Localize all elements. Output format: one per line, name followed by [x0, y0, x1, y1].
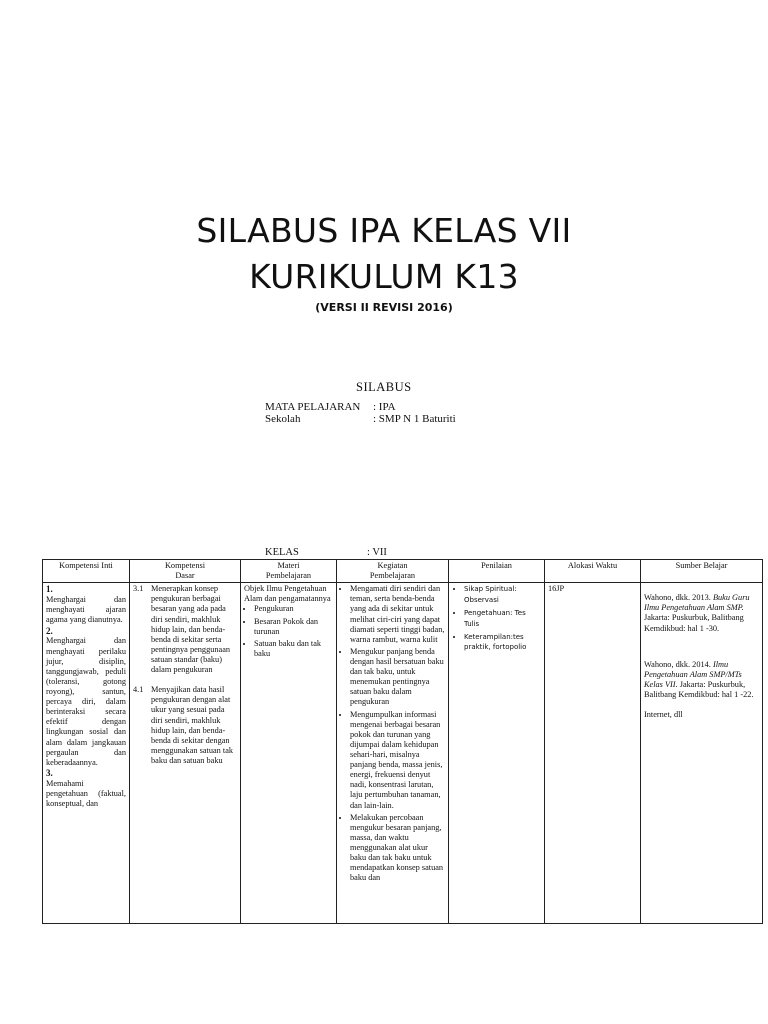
list-item: • Mengamati diri sendiri dan teman, serta benda-benda yang ada di sekitar untuk melihat ciri-ciri yang dapat diamati seperti tinggi badan, warna rambut, warna kulit: [350, 584, 445, 645]
school-row: [265, 413, 456, 425]
list-item: • Pengukuran: [254, 604, 333, 614]
source-2-rest: Jakarta: Puskurbuk, Balitbang Kemdikbud: hal 1 -22.: [644, 679, 754, 699]
materi-list: [244, 604, 333, 659]
source-2-title: Ilmu Pengetahuan Alam SMP/MTs Kelas VII.: [644, 659, 742, 689]
header-penilaian: Penilaian: [449, 560, 545, 583]
cell-alokasi: [545, 583, 641, 924]
cell-kompetensi-inti: [43, 583, 130, 924]
source-1-title: Buku Guru Ilmu Pengetahuan Alam SMP.: [644, 593, 750, 613]
source-1: [644, 593, 759, 633]
header-kegiatan-line1: Kegiatan: [377, 561, 408, 570]
header-kd-line1: Kompetensi: [164, 561, 206, 570]
header-alokasi: Alokasi Waktu: [545, 560, 641, 583]
syllabus-table: [42, 559, 763, 924]
header-sumber: Sumber Belajar: [641, 560, 763, 583]
list-item: • Keterampilan:tes praktik, fortopolio: [464, 632, 541, 654]
header-kegiatan: [337, 560, 449, 583]
school-value: : SMP N 1 Baturiti: [373, 413, 456, 425]
header-materi-line1: Materi: [277, 561, 300, 570]
source-1-rest: Jakarta: Puskurbuk, Balitbang Kemdikbud: hal 1 -30.: [644, 613, 744, 633]
page-title-line-1: SILABUS IPA KELAS VII: [196, 211, 572, 250]
subject-label: MATA PELAJARAN: [265, 401, 361, 413]
kd-number: 4.1: [133, 685, 144, 695]
list-item: • Sikap Spiritual: Observasi: [464, 584, 541, 606]
header-kd-line2: Dasar: [175, 571, 195, 581]
ki-text-3: Memahami pengetahuan (faktual, konseptual, dan: [46, 778, 126, 809]
list-item: • Besaran Pokok dan turunan: [254, 617, 333, 637]
ki-text-2: Menghargai dan menghayati perilaku jujur, disiplin, tanggungjawab, peduli (toleransi, gotong royong), santun, percaya diri, dalam berinteraksi secara efektif dengan lingkungan sosial dan alam dalam jangkauan pergaulan dan keberadaannya.: [46, 636, 126, 767]
school-label: Sekolah: [265, 413, 301, 425]
kegiatan-list: [340, 584, 445, 883]
ki-number-1: 1.: [46, 584, 53, 595]
cell-kompetensi-dasar: [130, 583, 241, 924]
header-materi-line2: Pembelajaran: [265, 571, 312, 581]
source-1-author: Wahono, dkk. 2013.: [644, 593, 711, 603]
cell-penilaian: [449, 583, 545, 924]
source-3: Internet, dll: [644, 710, 683, 720]
class-value: : VII: [367, 547, 387, 558]
alokasi-value: 16JP: [548, 584, 565, 594]
page-title-line-2: KURIKULUM K13: [249, 257, 519, 296]
list-item: • Mengukur panjang benda dengan hasil bersatuan baku dan tak baku, untuk menemukan pentingnya satuan baku dalam pengukuran: [350, 647, 445, 708]
kd-text: Menyajikan data hasil pengukuran dengan alat ukur yang sesuai pada diri sendiri, makhluk hidup lain, dan benda-benda di sekitar dengan menggunakan satuan tak baku dan satuan baku: [151, 685, 234, 765]
list-item: • Mengumpulkan informasi mengenai berbagai besaran pokok dan turunan yang dijumpai dalam kehidupan sehari-hari, misalnya panjang benda, massa jenis, energi, frekuensi denyut nadi, konsentrasi larutan, laju pertumbuhan tanaman, dan lain-lain.: [350, 710, 445, 811]
cell-kegiatan: [337, 583, 449, 924]
kd-item: [133, 685, 237, 766]
header-kompetensi-dasar: [130, 560, 241, 583]
kd-number: 3.1: [133, 584, 144, 594]
list-item: • Melakukan percobaan mengukur besaran panjang, massa, dan waktu menggunakan alat ukur baku dan tak baku untuk mendapatkan konsep satuan baku dan: [350, 813, 445, 884]
source-2-author: Wahono, dkk. 2014.: [644, 659, 711, 669]
cell-sumber: [641, 583, 763, 924]
header-materi: [241, 560, 337, 583]
class-row: [265, 547, 387, 558]
subject-row: [265, 401, 396, 413]
kd-text: Menerapkan konsep pengukuran berbagai besaran yang ada pada diri sendiri, makhluk hidup lain, dan benda-benda di sekitar serta pentingnya penggunaan satuan standar (baku) dalam pengukuran: [151, 584, 231, 675]
materi-intro: Objek Ilmu Pengetahuan Alam dan pengamatannya: [244, 584, 331, 604]
cell-materi: [241, 583, 337, 924]
silabus-heading: SILABUS: [356, 380, 412, 394]
ki-text-1: Menghargai dan menghayati ajaran agama yang dianutnya.: [46, 595, 126, 625]
table-row: [43, 583, 763, 924]
version-label: (VERSI II REVISI 2016): [315, 301, 453, 314]
table-header-row: [43, 560, 763, 583]
header-kompetensi-inti: Kompetensi Inti: [43, 560, 130, 583]
list-item: • Pengetahuan: Tes Tulis: [464, 608, 541, 630]
class-label: KELAS: [265, 547, 299, 558]
ki-number-3: 3.: [46, 767, 53, 778]
source-2: [644, 660, 759, 700]
ki-number-2: 2.: [46, 625, 53, 636]
list-item: • Satuan baku dan tak baku: [254, 639, 333, 659]
penilaian-list: [452, 584, 541, 653]
kd-item: [133, 584, 237, 675]
header-kegiatan-line2: Pembelajaran: [369, 571, 416, 581]
subject-value: : IPA: [373, 401, 396, 413]
